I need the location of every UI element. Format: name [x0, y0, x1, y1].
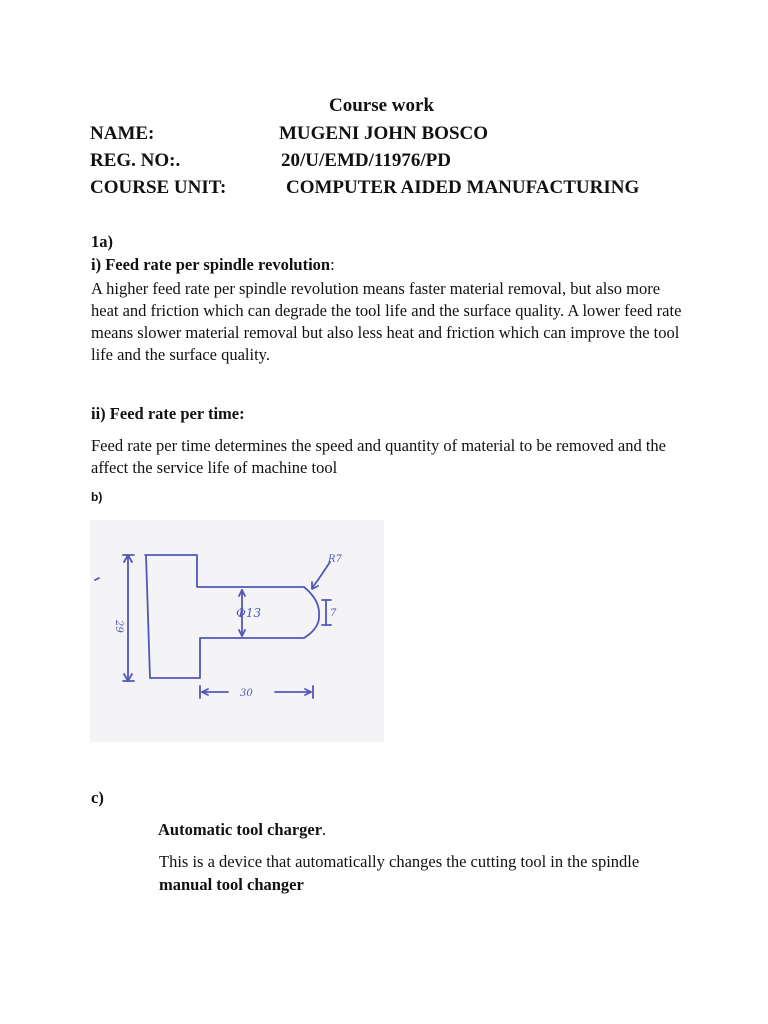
part-ii-heading: ii) Feed rate per time:: [91, 404, 245, 423]
mtc-heading: manual tool changer: [159, 875, 304, 894]
course-unit-value: COMPUTER AIDED MANUFACTURING: [286, 177, 640, 198]
reg-no-value: 20/U/EMD/11976/PD: [281, 150, 451, 171]
atc-description: This is a device that automatically changes the cutting tool in the spindle: [159, 852, 640, 871]
stray-mark: [95, 578, 99, 580]
diameter-dim-text: Φ13: [236, 606, 262, 620]
name-value: MUGENI JOHN BOSCO: [279, 123, 489, 144]
radius-leader: [312, 562, 330, 588]
part-i-heading-line: [91, 254, 335, 276]
length-dim-text: 30: [240, 688, 253, 699]
part-b-label: b): [91, 490, 103, 504]
document-title: Course work: [329, 95, 435, 116]
name-label: NAME:: [90, 123, 155, 144]
reg-no-label: REG. NO:.: [90, 150, 181, 171]
part-ii-paragraph: Feed rate per time determines the speed and quantity of material to be removed and the affect the service life of machine tool: [91, 436, 666, 477]
question-number: 1a): [91, 232, 113, 251]
atc-heading-line: [158, 819, 326, 841]
part-sketch-image: [90, 520, 384, 742]
part-i-colon: :: [330, 255, 335, 274]
small-dim-text: 7: [330, 608, 337, 619]
height-dim-text: 29: [113, 620, 124, 633]
part-i-paragraph: A higher feed rate per spindle revolution means faster material removal, but also more heat and friction which can degrade the tool life and the surface quality. A lower feed rate means slower material removal but also less heat and friction which can improve the tool life and the surface quality.: [91, 279, 682, 364]
part-i-heading: i) Feed rate per spindle revolution: [91, 255, 331, 274]
course-unit-label: COURSE UNIT:: [90, 177, 227, 198]
atc-heading: Automatic tool charger: [158, 820, 323, 839]
part-sketch-drawing: [90, 520, 384, 742]
part-outline: [145, 555, 319, 678]
part-c-label: c): [91, 788, 104, 807]
atc-period: .: [322, 820, 327, 839]
radius-text: R7: [328, 554, 342, 565]
